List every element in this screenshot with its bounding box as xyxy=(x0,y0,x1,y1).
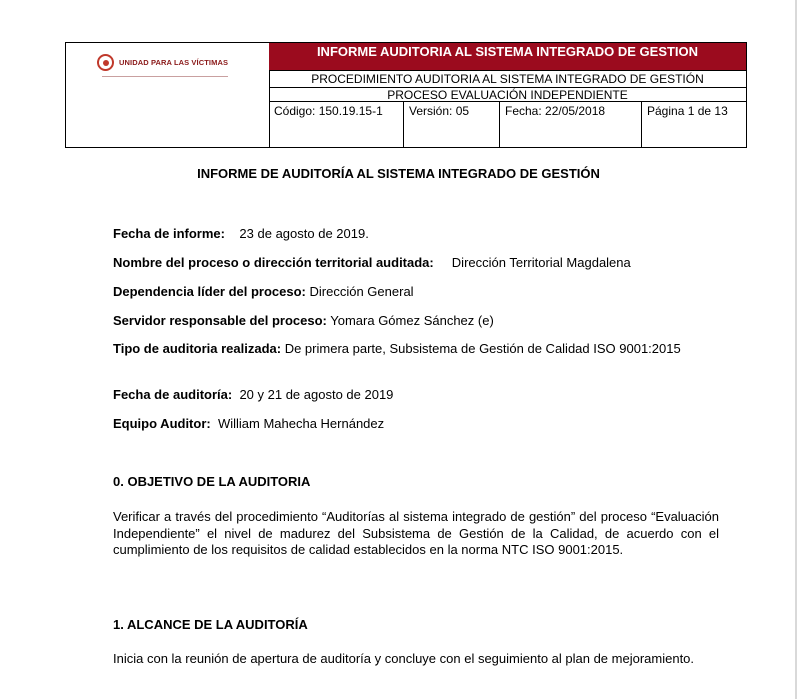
header-version: Versión: 05 xyxy=(404,102,500,147)
field-label: Fecha de informe: xyxy=(113,226,225,241)
section-heading-objective: 0. OBJETIVO DE LA AUDITORIA xyxy=(113,474,311,489)
field-report-date xyxy=(113,226,720,242)
field-label: Equipo Auditor: xyxy=(113,416,211,431)
field-value: De primera parte, Subsistema de Gestión de Calidad ISO 9001:2015 xyxy=(284,341,681,356)
field-label: Tipo de auditoria realizada: xyxy=(113,341,282,356)
field-responsible-servant xyxy=(113,313,720,329)
field-label: Fecha de auditoría: xyxy=(113,387,233,402)
field-process-name xyxy=(113,255,720,271)
document-title: INFORME DE AUDITORÍA AL SISTEMA INTEGRADO DE GESTIÓN xyxy=(197,166,600,181)
organization-logo xyxy=(97,54,228,71)
field-audit-team xyxy=(113,416,720,432)
field-audit-type xyxy=(113,341,720,357)
field-label: Servidor responsable del proceso: xyxy=(113,313,327,328)
logo-cell xyxy=(66,43,270,147)
header-title: INFORME AUDITORIA AL SISTEMA INTEGRADO DE GESTION xyxy=(269,43,746,71)
section-body-scope: Inicia con la reunión de apertura de auditoría y concluye con el seguimiento al plan de mejoramiento. xyxy=(113,651,695,666)
field-audit-date xyxy=(113,387,720,403)
header-meta-row xyxy=(269,102,746,147)
field-label: Dependencia líder del proceso: xyxy=(113,284,306,299)
field-value: Dirección General xyxy=(309,284,414,299)
section-body-objective: Verificar a través del procedimiento “Auditorías al sistema integrado de gestión” del proceso “Evaluación Independiente” el nivel de madurez del Subsistema de Gestión de la Calidad, de acuerdo con el cumplimiento de los requisitos de calidad establecidos en la norma NTC ISO 9001:2015. xyxy=(113,509,719,557)
logo-underline xyxy=(102,76,228,77)
field-value: 20 y 21 de agosto de 2019 xyxy=(239,387,394,402)
header-code: Código: 150.19.15-1 xyxy=(269,102,404,147)
field-label: Nombre del proceso o dirección territorial auditada: xyxy=(113,255,434,270)
header-process: PROCESO EVALUACIÓN INDEPENDIENTE xyxy=(269,88,746,102)
header-date: Fecha: 22/05/2018 xyxy=(500,102,642,147)
section-heading-scope: 1. ALCANCE DE LA AUDITORÍA xyxy=(113,617,308,632)
logo-text: UNIDAD PARA LAS VÍCTIMAS xyxy=(119,58,229,67)
header-procedure: PROCEDIMIENTO AUDITORIA AL SISTEMA INTEGRADO DE GESTIÓN xyxy=(269,71,746,88)
field-value: Yomara Gómez Sánchez (e) xyxy=(330,313,494,328)
field-value: Dirección Territorial Magdalena xyxy=(451,255,631,270)
seal-icon xyxy=(97,54,114,71)
field-value: William Mahecha Hernández xyxy=(217,416,385,431)
document-header-table xyxy=(65,42,747,148)
header-page: Página 1 de 13 xyxy=(647,104,728,118)
field-value: 23 de agosto de 2019. xyxy=(239,226,369,241)
field-lead-department xyxy=(113,284,720,300)
